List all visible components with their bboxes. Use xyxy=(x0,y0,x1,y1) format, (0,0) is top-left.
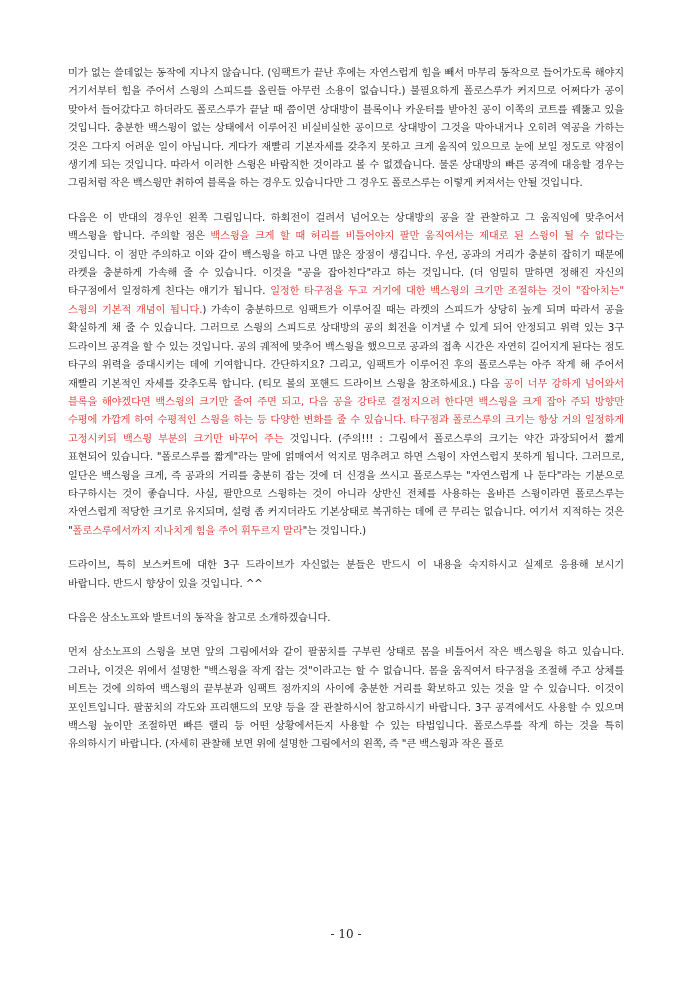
paragraph-spacer xyxy=(68,194,624,210)
emphasis-text: 백스윙을 크게 할 때 허리를 비틀어야지 팔만 움직여서는 제대로 된 스윙이 될 수 없다는 xyxy=(210,231,624,243)
body-text: 것입니다. 이 점만 주의하고 이와 같이 백스윙을 하고 나면 많은 장점이 생깁니다. 우선, 공과의 거리가 충분히 잡히기 때문에 라켓을 충분하게 가속해 줄 수 있습니다. 이것을 "공을 잡아친다"라고 하는 것입니다. (더 엄밀히 말하면 정해진 자신의 타구점에서 일정하게 친다는 얘기가 됩니다. xyxy=(68,249,624,298)
body-text: 먼저 삼소노프의 스윙을 보면 앞의 그림에서와 같이 팔꿈치를 구부린 상태로 몸을 비틀어서 작은 백스윙을 하고 있습니다. 그러나, 이것은 위에서 설명한 "백스윙을 작게 잡는 것"이라고는 할 수 없습니다. 몸을 움직여서 타구점을 조절해 주고 상체를 비트는 것에 의하여 백스윙의 끝부분과 임팩트 점까지의 사이에 충분한 거리를 확보하고 있는 것을 알 수 있습니다. 이것이 포인트입니다. 팔꿈치의 각도와 프리핸드의 모양 등을 잘 관찰하시어 참고하시기 바랍니다. 3구 공격에서도 사용할 수 있으며 백스윙 높이만 조절하면 빠른 랠리 등 어떤 상황에서든지 사용할 수 있는 타법입니다. 폴로스루를 작게 하는 것을 특히 유의하시기 바랍니다. (자세히 관찰해 보면 위에 설명한 그림에서의 왼쪽, 즉 "큰 백스윙과 작은 폴로 xyxy=(68,647,624,751)
paragraph-2 xyxy=(68,210,624,541)
body-text: 다음은 삼소노프와 발트너의 동작을 참고로 소개하겠습니다. xyxy=(68,612,331,624)
paragraph-5 xyxy=(68,644,624,754)
paragraph-4 xyxy=(68,610,624,628)
paragraph-1 xyxy=(68,65,624,194)
body-text: ) 가속이 충분하므로 임팩트가 이루어질 때는 라켓의 스피드가 상당히 높게 되며 따라서 공을 확실하게 채 줄 수 있습니다. 그러므로 스윙의 스피드로 상대방의 공의 회전을 이겨낼 수 있게 되어 안정되고 위력 있는 3구 드라이브 공격을 할 수 있는 것입니다. 공의 궤적에 맞추어 백스윙을 했으므로 공과의 접촉 시간은 자연히 길어지게 된다는 점도 타구의 위력을 증대시키는 데에 기여합니다. 간단하지요? 그리고, 임팩트가 이루어진 후의 폴로스루는 아주 작게 해 주어서 재빨리 기본적인 자세를 갖추도록 합니다. (티모 볼의 포핸드 드라이브 스윙을 참조하세요.) 다음 xyxy=(68,304,625,390)
body-text: 미가 없는 쓸데없는 동작에 지나지 않습니다. (임팩트가 끝난 후에는 자연스럽게 힘을 빼서 마무리 동작으로 들어가도록 해야지 거기서부터 힘을 주어서 스윙의 스피드를 올린들 아무런 소용이 없습니다.) 불필요하게 폴로스루가 커지므로 어쩌다가 공이 맞아서 들어갔다고 하더라도 폴로스루가 끝날 때 쯤이면 상대방이 블록이나 카운터를 받아친 공이 이쪽의 코트를 꿰뚫고 있을 것입니다. 충분한 백스윙이 없는 상태에서 이루어진 비실비실한 공이므로 상대방이 그것을 막아내거나 오히려 역공을 가하는 것은 그다지 어려운 일이 아닙니다. 게다가 재빨리 기본자세를 갖추지 못하고 크게 움직여 있으므로 눈에 보일 정도로 약점이 생기게 되는 것입니다. 따라서 이러한 스윙은 바람직한 것이라고 볼 수 없겠습니다. 물론 상대방의 빠른 공격에 대응할 경우는 그림처럼 작은 백스윙만 취하여 블록을 하는 경우도 있습니다만 그 경우도 폴로스루는 이렇게 커져서는 안될 것입니다. xyxy=(68,68,624,190)
emphasis-text: 공이 너무 강하게 넘어와서 블록을 해야겠다면 백스윙의 크기만 줄여 주면 되고, 다음 공을 강타로 결정지으려 한다면 백스윙을 크게 잡아 주되 방향만 수평에 가깝게 하여 수평적인 스윙을 하는 등 다양한 변화를 줄 수 있습니다. 타구점과 폴로스루의 크기는 항상 거의 일정하게 고정시키되 백스윙 부분의 크기만 바꾸어 주는 xyxy=(68,378,624,445)
body-text: 드라이브, 특히 보스커트에 대한 3구 드라이브가 자신없는 분들은 반드시 이 내용을 숙지하시고 실제로 응용해 보시기 바랍니다. 반드시 향상이 있을 것입니다. ^^ xyxy=(68,560,624,590)
emphasis-text: 일정한 타구점을 두고 거기에 대한 백스윙의 크기만 조절하는 것이 "잡아치는" 스윙의 기본적 개념이 됩니다. xyxy=(68,286,625,316)
body-text: 다음은 이 반대의 경우인 왼쪽 그림입니다. 하회전이 걸려서 넘어오는 상대방의 공을 잘 관찰하고 그 움직임에 맞추어서 백스윙을 합니다. 주의할 점은 xyxy=(68,212,624,243)
document-body xyxy=(68,65,624,755)
paragraph-spacer xyxy=(68,594,624,610)
paragraph-spacer xyxy=(68,541,624,557)
body-text: 것입니다. (주의!!! : 그림에서 폴로스루의 크기는 약간 과장되어서 짧게 표현되어 있습니다. "폴로스루를 짧게"라는 말에 얽매여서 억지로 멈추려고 하면 스윙이 자연스럽지 못하게 됩니다. 그러므로, 일단은 백스윙을 크게, 즉 공과의 거리를 충분히 잡는 것에 더 신경을 쓰시고 폴로스루는 "자연스럽게 나 둔다"라는 기분으로 타구하시는 것이 좋습니다. 사실, 팔만으로 스윙하는 것이 아니라 상반신 전체를 사용하는 올바른 스윙이라면 폴로스루는 자연스럽게 적당한 크기로 유지되며, 설령 좀 커지더라도 기본상태로 복귀하는 데에 큰 무리는 없습니다. 여기서 지적하는 것은 " xyxy=(68,433,624,537)
body-text: "는 것입니다.) xyxy=(302,525,367,537)
paragraph-3 xyxy=(68,557,624,594)
page-number: - 10 - xyxy=(330,927,362,941)
emphasis-text: 폴로스루에서까지 지나치게 힘을 주어 휘두르지 말라 xyxy=(72,525,303,537)
paragraph-spacer xyxy=(68,628,624,644)
